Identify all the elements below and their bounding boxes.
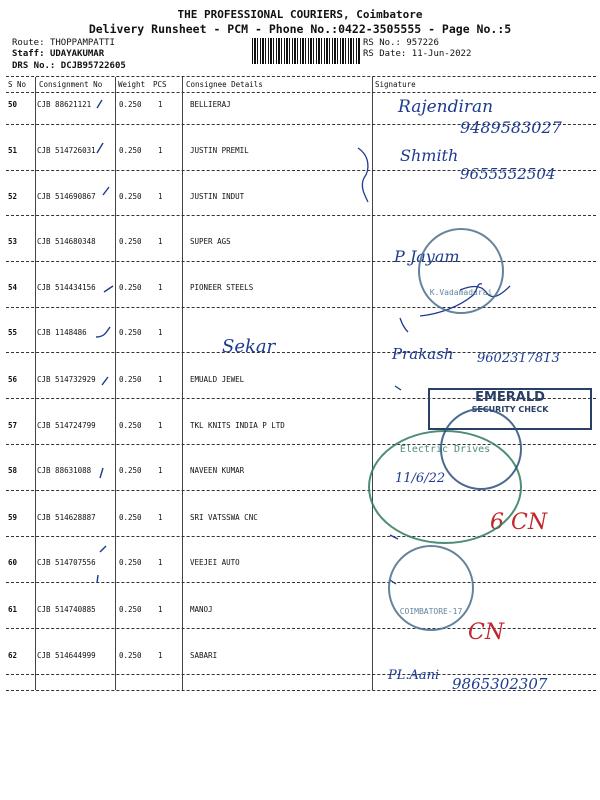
row-consignee: EMUALD JEWEL [190,375,245,384]
row-pcs: 1 [158,513,163,522]
tick-mark [100,546,106,552]
row-consignment-no: CJB 514726031 [37,146,96,155]
row-sno: 59 [8,513,18,522]
row-consignee: NAVEEN KUMAR [190,466,245,475]
handwritten-signature: P Jayam [394,247,460,266]
row-consignee: SRI VATSSWA CNC [190,513,258,522]
col-weight: Weight [118,80,146,89]
drs-value: DCJB95722605 [60,61,126,71]
company-stamp [440,408,522,490]
tick-mark [97,100,102,108]
handwritten-signature: Prakash [392,345,454,363]
row-consignment-no: CJB 88621121 [37,100,92,109]
col-pcs: PCS [153,80,167,89]
row-consignment-no: CJB 514680348 [37,237,96,246]
rs-no-value: 957226 [406,38,439,48]
handwritten-name: Rajendiran [398,97,494,117]
tick-mark [97,143,103,153]
bracket-stroke [358,148,368,202]
row-pcs: 1 [158,651,163,660]
row-consignee: VEEJEI AUTO [190,558,240,567]
row-pcs: 1 [158,283,163,292]
drs-label: DRS No.: [12,61,56,71]
handwritten-note: 6 CN [490,510,548,535]
handwritten-phone: 9865302307 [452,675,548,693]
row-sno: 57 [8,421,18,430]
row-consignment-no: CJB 514707556 [37,558,96,567]
handwritten-note: CN [468,620,505,645]
row-consignment-no: CJB 514690867 [37,192,96,201]
row-consignment-no: CJB 514732929 [37,375,96,384]
route-value: THOPPAMPATTI [49,38,115,48]
handwritten-date: 11/6/22 [395,471,446,486]
row-sno: 61 [8,605,18,614]
tick-mark [96,327,110,337]
row-pcs: 1 [158,375,163,384]
company-stamp [388,545,474,631]
tick-mark [97,575,98,583]
runsheet-subtitle: Delivery Runsheet - PCM - Phone No.:0422-3505555 - Page No.:5 [88,22,512,36]
row-weight: 0.250 [119,328,142,337]
staff-value: UDAYAKUMAR [49,49,105,59]
row-weight: 0.250 [119,466,142,475]
handwritten-phone: 9655552504 [460,165,556,183]
company-stamp [418,228,504,314]
stamp-text: K.Vadamadurai [429,288,493,297]
stamp-text: SECURITY CHECK [471,405,549,414]
row-consignment-no: CJB 88631088 [37,466,92,475]
row-consignee: SUPER AGS [190,237,231,246]
row-consignment-no: CJB 514434156 [37,283,96,292]
stamp-text: COIMBATORE-17 [399,607,463,616]
row-weight: 0.250 [119,100,142,109]
row-pcs: 1 [158,421,163,430]
tick-mark [102,377,108,385]
row-weight: 0.250 [119,283,142,292]
row-consignee: MANOJ [190,605,213,614]
handwritten-signature: Shmith [400,146,459,165]
rs-no-label: RS No.: [363,38,401,48]
tick-mark [103,187,109,195]
row-consignee: PIONEER STEELS [190,283,254,292]
row-weight: 0.250 [119,513,142,522]
tick-mark [100,468,103,478]
row-sno: 52 [8,192,18,201]
row-weight: 0.250 [119,375,142,384]
row-sno: 51 [8,146,18,155]
row-weight: 0.250 [119,146,142,155]
row-pcs: 1 [158,100,163,109]
row-sno: 58 [8,466,18,475]
row-consignment-no: CJB 514740885 [37,605,96,614]
route-label: Route: [12,38,45,48]
company-title: THE PROFESSIONAL COURIERS, Coimbatore [177,8,423,21]
row-consignment-no: CJB 514724799 [37,421,96,430]
row-sno: 54 [8,283,18,292]
stamp-text: Electric Drives [399,444,491,455]
row-weight: 0.250 [119,558,142,567]
row-consignment-no: CJB 514644999 [37,651,96,660]
row-consignment-no: CJB 514628887 [37,513,96,522]
row-consignee: JUSTIN PREMIL [190,146,249,155]
row-pcs: 1 [158,192,163,201]
row-pcs: 1 [158,558,163,567]
row-sno: 56 [8,375,18,384]
row-pcs: 1 [158,328,163,337]
handwritten-phone: 9489583027 [460,118,562,137]
row-consignment-no: CJB 1148486 [37,328,87,337]
row-weight: 0.250 [119,421,142,430]
stamp-text: EMERALD [475,390,545,405]
row-sno: 50 [8,100,18,109]
row-weight: 0.250 [119,605,142,614]
staff-label: Staff: [12,49,45,59]
row-pcs: 1 [158,605,163,614]
row-consignee: BELLIERAJ [190,100,231,109]
col-consignment: Consignment No [39,80,103,89]
row-pcs: 1 [158,237,163,246]
rs-date-label: RS Date: [363,49,407,59]
handwritten-signature: PL.Aani [388,668,440,683]
col-consignee: Consignee Details [186,80,263,89]
handwritten-consignee: Sekar [222,336,276,357]
col-signature: Signature [375,80,416,89]
row-pcs: 1 [158,146,163,155]
row-sno: 53 [8,237,18,246]
row-pcs: 1 [158,466,163,475]
rs-date-value: 11-Jun-2022 [411,49,472,59]
handwritten-phone: 9602317813 [477,351,560,366]
row-weight: 0.250 [119,192,142,201]
row-sno: 55 [8,328,18,337]
row-consignee: TKL KNITS INDIA P LTD [190,421,285,430]
row-sno: 62 [8,651,18,660]
row-sno: 60 [8,558,18,567]
row-consignee: SABARI [190,651,218,660]
col-sno: S No [8,80,27,89]
row-weight: 0.250 [119,237,142,246]
tick-mark [104,286,113,292]
row-consignee: JUSTIN INDUT [190,192,245,201]
row-weight: 0.250 [119,651,142,660]
